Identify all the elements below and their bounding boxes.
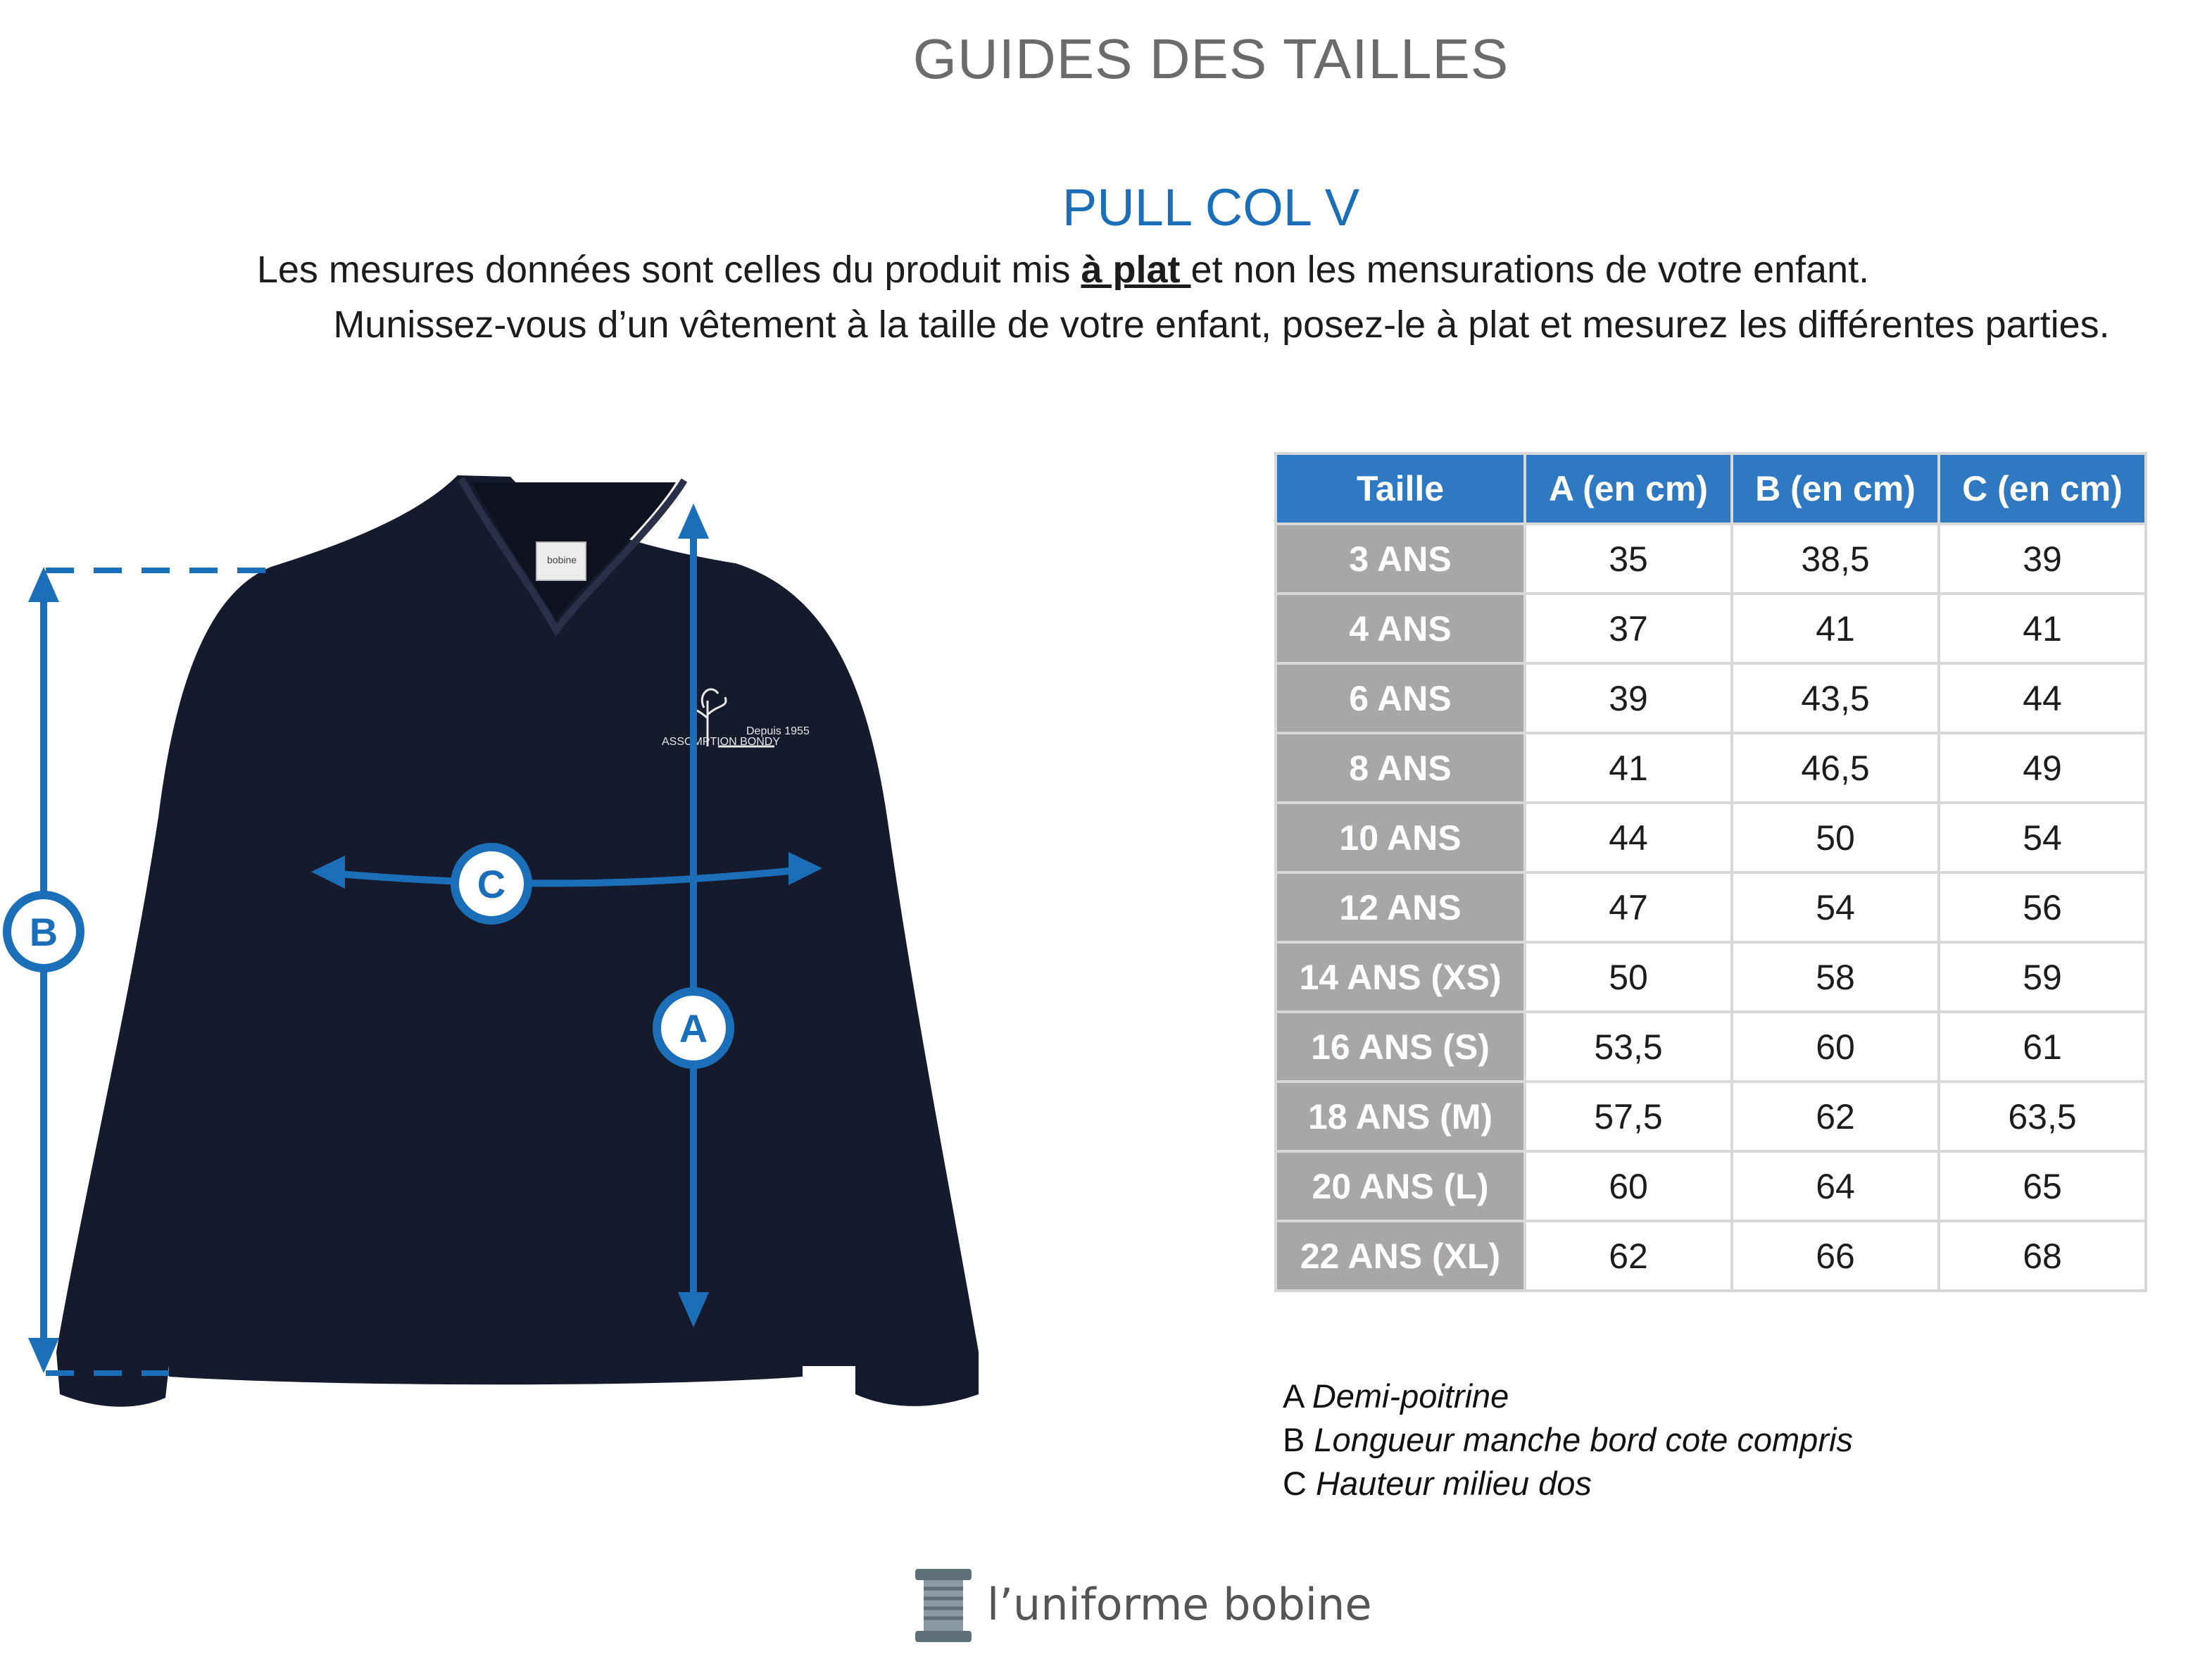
instruction-line-2: Munissez-vous d’un vêtement à la taille de votre enfant, posez-le à plat et mesurez les différentes parties. (333, 303, 2110, 346)
sweater-diagram (0, 451, 1021, 1422)
garment-label-text: bobine (546, 554, 577, 565)
page-title: GUIDES DES TAILLES (912, 27, 1509, 90)
value-cell: 66 (1732, 1221, 1939, 1291)
value-cell: 46,5 (1732, 733, 1939, 803)
table-row (1276, 663, 2146, 733)
value-cell: 56 (1939, 872, 2146, 942)
value-cell: 50 (1732, 803, 1939, 872)
value-cell: 43,5 (1732, 663, 1939, 733)
header-taille: Taille (1276, 453, 1525, 524)
instruction-text: et non les mensurations de votre enfant. (1190, 249, 1870, 291)
legend-description: Longueur manche bord cote compris (1314, 1421, 1853, 1458)
value-cell: 53,5 (1525, 1012, 1732, 1082)
value-cell: 64 (1732, 1151, 1939, 1221)
value-cell: 41 (1525, 733, 1732, 803)
value-cell: 38,5 (1732, 524, 1939, 594)
header-a: A (en cm) (1525, 453, 1732, 524)
legend-letter: B (1283, 1421, 1305, 1458)
table-row (1276, 1151, 2146, 1221)
size-cell: 8 ANS (1276, 733, 1525, 803)
table-row (1276, 942, 2146, 1012)
value-cell: 62 (1732, 1082, 1939, 1151)
value-cell: 41 (1939, 594, 2146, 663)
value-cell: 58 (1732, 942, 1939, 1012)
marker-a (657, 991, 730, 1065)
thread-spool-icon (908, 1563, 979, 1648)
legend-item-c (1283, 1462, 1853, 1505)
value-cell: 60 (1525, 1151, 1732, 1221)
marker-c (455, 847, 528, 920)
header-b: B (en cm) (1732, 453, 1939, 524)
table-row (1276, 872, 2146, 942)
value-cell: 54 (1939, 803, 2146, 872)
value-cell: 37 (1525, 594, 1732, 663)
instruction-line-1 (0, 248, 2126, 292)
value-cell: 63,5 (1939, 1082, 2146, 1151)
table-row (1276, 803, 2146, 872)
value-cell: 44 (1939, 663, 2146, 733)
marker-b-label: B (29, 910, 58, 954)
table-row (1276, 733, 2146, 803)
value-cell: 44 (1525, 803, 1732, 872)
table-row (1276, 1082, 2146, 1151)
size-cell: 12 ANS (1276, 872, 1525, 942)
table-row (1276, 1221, 2146, 1291)
size-cell: 22 ANS (XL) (1276, 1221, 1525, 1291)
value-cell: 61 (1939, 1012, 2146, 1082)
size-table (1274, 452, 2147, 1292)
value-cell: 35 (1525, 524, 1732, 594)
size-cell: 16 ANS (S) (1276, 1012, 1525, 1082)
instruction-text: Les mesures données sont celles du produit mis (256, 249, 1081, 291)
table-row (1276, 594, 2146, 663)
size-cell: 3 ANS (1276, 524, 1525, 594)
embroidery-line-2: ASSOMPTION BONDY (662, 736, 781, 748)
size-cell: 4 ANS (1276, 594, 1525, 663)
value-cell: 54 (1732, 872, 1939, 942)
value-cell: 60 (1732, 1012, 1939, 1082)
product-title: PULL COL V (1062, 178, 1360, 237)
value-cell: 39 (1939, 524, 2146, 594)
value-cell: 59 (1939, 942, 2146, 1012)
sweater-shape (56, 475, 979, 1407)
brand-name: l’uniforme bobine (987, 1579, 1372, 1630)
size-cell: 18 ANS (M) (1276, 1082, 1525, 1151)
instruction-emphasis: à plat (1081, 249, 1191, 291)
table-row (1276, 1012, 2146, 1082)
marker-b (7, 895, 80, 968)
value-cell: 41 (1732, 594, 1939, 663)
legend-description: Hauteur milieu dos (1316, 1465, 1592, 1502)
size-cell: 10 ANS (1276, 803, 1525, 872)
header-c: C (en cm) (1939, 453, 2146, 524)
legend-item-a (1283, 1375, 1853, 1418)
size-cell: 6 ANS (1276, 663, 1525, 733)
table-header-row (1276, 453, 2146, 524)
marker-a-label: A (679, 1006, 708, 1051)
value-cell: 65 (1939, 1151, 2146, 1221)
embroidery-line-1: Depuis 1955 (746, 725, 810, 737)
size-cell: 14 ANS (XS) (1276, 942, 1525, 1012)
value-cell: 39 (1525, 663, 1732, 733)
measurement-legend (1283, 1375, 1853, 1505)
value-cell: 68 (1939, 1221, 2146, 1291)
value-cell: 62 (1525, 1221, 1732, 1291)
legend-letter: A (1283, 1377, 1303, 1415)
value-cell: 47 (1525, 872, 1732, 942)
brand-logo (908, 1563, 1372, 1648)
legend-description: Demi-poitrine (1312, 1377, 1509, 1415)
marker-c-label: C (477, 862, 506, 906)
legend-letter: C (1283, 1465, 1307, 1502)
size-cell: 20 ANS (L) (1276, 1151, 1525, 1221)
table-row (1276, 524, 2146, 594)
value-cell: 49 (1939, 733, 2146, 803)
legend-item-b (1283, 1418, 1853, 1462)
value-cell: 50 (1525, 942, 1732, 1012)
value-cell: 57,5 (1525, 1082, 1732, 1151)
